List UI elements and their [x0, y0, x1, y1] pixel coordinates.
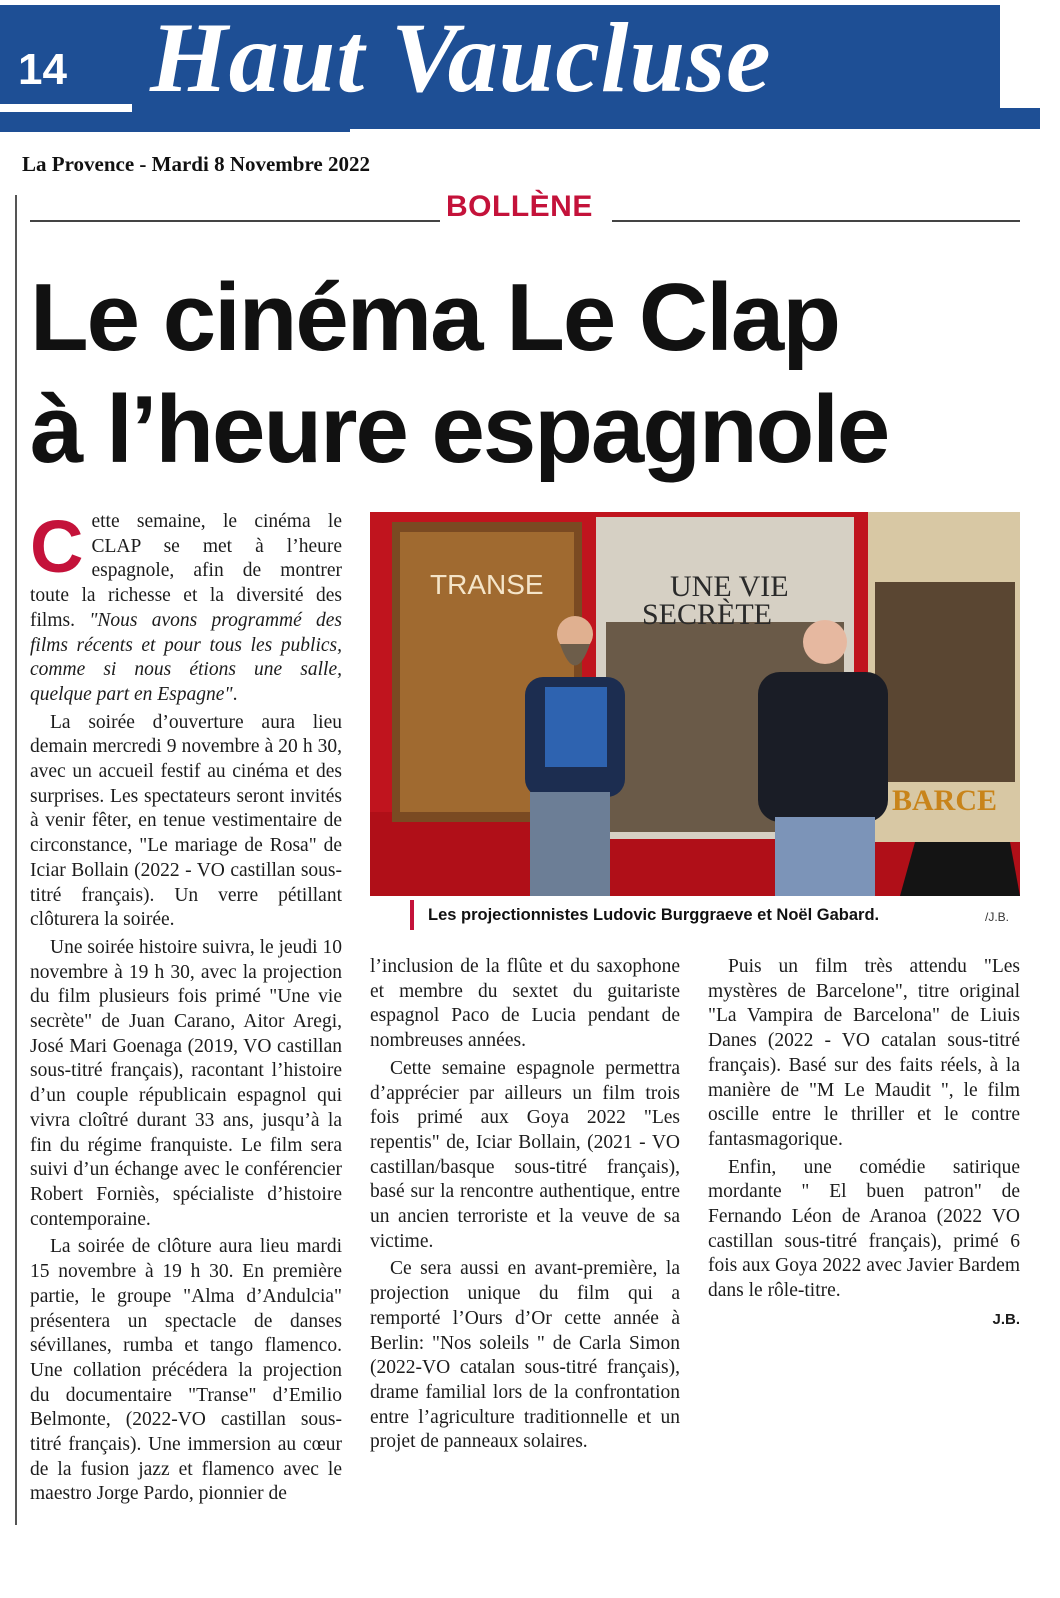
paragraph-opening-night: La soirée d’ouverture aura lieu demain mercredi 9 novembre à 20 h 30, avec un accueil festif au cinéma et des surprises. Les spectateurs seront invités à venir fêter, en tenue vestimentaire de circonstance, "Le mariage de Rosa" de Iciar Bollain (2022 - VO castillan sous-titré français). Un verre pétillant clôturera la soirée.	[30, 711, 342, 931]
header-underline	[0, 128, 350, 132]
headline-line-1: Le cinéma Le Clap	[30, 264, 839, 371]
intro-quote: "Nous avons programmé des films récents et pour tous les publics, comme si nous étions une salle, quelque part en Espagne"	[30, 609, 343, 705]
headline	[30, 262, 1030, 486]
caption-bar	[410, 900, 414, 930]
paragraph-intro	[30, 505, 343, 708]
photo-illustration	[370, 512, 1020, 896]
paragraph-barcelona: Puis un film très attendu "Les mystères de Barcelone", titre original "La Vampira de Barcelona" de Liuis Danes (2022 - VO catalan sous-titré français). Basé sur des faits réels, à la manière de "M Le Maudit ", le film oscille entre le thriller et le contre fantasmagorique.	[708, 956, 1020, 1150]
kicker-rule-left	[30, 220, 440, 222]
paragraph-closing-night: La soirée de clôture aura lieu mardi 15 novembre à 19 h 30. En première partie, le groupe "Alma d’Andulcia" présentera un spectacle de danses sévillanes, rumba et tango flamenco. Une collation précédera la projection du documentaire "Transe" d’Emilio Belmonte, (2022-VO castillan sous-titré français). Une immersion au cœur de la fusion jazz et flamenco avec le maestro Jorge Pardo, pionnier de	[30, 1236, 342, 1505]
person-right-body	[758, 672, 888, 822]
paragraph-repentis: Cette semaine espagnole permettra d’apprécier par ailleurs un film trois fois primé aux Goya 2022 "Les repentis" de, Iciar Bollain, (2021 - VO castillan/basque sous-titré français), basé sur la rencontre authentique, entre un ancien terroriste et la veuve de sa victime.	[370, 1057, 680, 1252]
drop-cap: C	[30, 505, 84, 588]
headline-line-2: à l’heure espagnole	[30, 376, 889, 483]
page-number-rule	[0, 104, 132, 112]
dateline: La Provence - Mardi 8 Novembre 2022	[22, 152, 370, 176]
article-column-3	[708, 955, 1020, 1333]
poster-vie-line1: UNE VIE	[670, 570, 789, 603]
kicker: BOLLÈNE	[446, 190, 593, 223]
paragraph-buen-patron: Enfin, une comédie satirique mordante " El buen patron" de Fernando Léon de Aranoa (2022 VO castillan sous-titré français), primé 6 fois aux Goya 2022 avec Javier Bardem dans le rôle-titre.	[708, 1156, 1020, 1302]
paragraph-history-night: Une soirée histoire suivra, le jeudi 10 novembre à 19 h 30, avec la projection du film plusieurs fois primé "Une vie secrète" de Juan Carano, Aitor Aregi, José Mari Goenaga (2019, VO castillan sous-titré français), racontant l’histoire d’un couple républicain espagnol qui vivra cloîtré durant 33 ans, jusqu’à la fin du régime franquiste. Le film sera suivi d’un échange avec le conférencier Robert Forniès, spécialiste d’histoire contemporaine.	[30, 936, 342, 1230]
header-notch	[1000, 5, 1040, 109]
poster-transe-title: TRANSE	[430, 569, 544, 600]
person-right-head	[803, 620, 847, 664]
article-column-2	[370, 955, 680, 1458]
kicker-rule-right	[612, 220, 1020, 222]
intro-end: .	[232, 683, 238, 705]
photo-credit: /J.B.	[985, 910, 1010, 924]
left-border-rule	[15, 195, 17, 1525]
bag	[900, 842, 1020, 896]
poster-vie-line2: SECRÈTE	[642, 598, 773, 631]
paragraph-preview: Ce sera aussi en avant-première, la projection unique du film qui a remporté l’Ours d’Or cette année à Berlin: "Nos soleils " de Carla Simon (2022-VO catalan sous-titré français), drame familial lors de la confrontation entre l’agriculture traditionnelle et un projet de panneaux solaires.	[370, 1258, 680, 1453]
article-column-1	[30, 505, 343, 1510]
page-number: 14	[18, 45, 67, 94]
photo-caption: Les projectionnistes Ludovic Burggraeve et Noël Gabard.	[428, 906, 880, 924]
intro-text: ette semaine, le cinéma le CLAP se met à l’heure espagnole, afin de montrer toute la richesse et la diversité des films.	[30, 511, 342, 631]
header-notch-line	[1000, 108, 1040, 111]
section-title: Haut Vaucluse	[150, 2, 772, 113]
paragraph-continued: l’inclusion de la flûte et du saxophone et membre du sextet du guitariste espagnol Paco de Lucia pendant de nombreuses années.	[370, 956, 680, 1052]
article-photo	[370, 512, 1020, 896]
author-signature: J.B.	[992, 1310, 1020, 1328]
poster-barcelona-title: BARCE	[892, 784, 998, 817]
